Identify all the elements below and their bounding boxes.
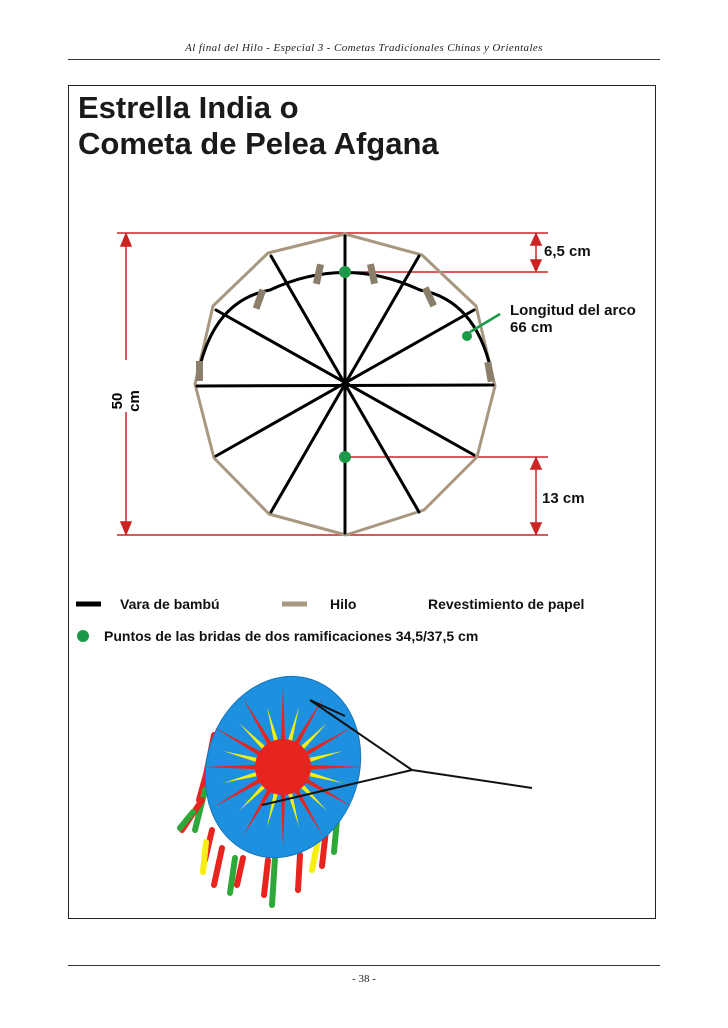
- tassel: [237, 858, 243, 885]
- footer-rule: [68, 965, 660, 966]
- flying-line: [412, 770, 532, 788]
- legend-bridle-label: Puntos de las bridas de dos ramificaciones 34,5/37,5 cm: [104, 628, 479, 644]
- legend-bridle-dot: [77, 630, 89, 642]
- running-header: Al final del Hilo - Especial 3 - Cometas Tradicionales Chinas y Orientales: [185, 42, 543, 54]
- page-number: - 38 -: [352, 973, 376, 985]
- arrowhead: [531, 523, 541, 534]
- arrowhead: [531, 234, 541, 245]
- top-offset-label: 6,5 cm: [544, 243, 591, 260]
- height-label: 50 cm: [109, 390, 143, 412]
- bridle-point-upper: [339, 266, 351, 278]
- title-line-1: Estrella India o: [78, 90, 299, 125]
- arc-leader-line: [470, 314, 500, 332]
- star-center: [255, 739, 311, 795]
- tassel: [230, 858, 235, 893]
- bridle-point-lower: [339, 451, 351, 463]
- arrowhead: [121, 234, 131, 246]
- bridle-points: [339, 266, 472, 463]
- arc-tab: [422, 286, 437, 307]
- tassel: [264, 860, 268, 895]
- arc-length-label-line2: 66 cm: [510, 319, 553, 336]
- kite-illustration: [180, 656, 532, 905]
- tassel: [272, 858, 275, 905]
- arrowhead: [121, 522, 131, 534]
- legend-thread-label: Hilo: [330, 596, 357, 612]
- arc-length-label-line1: Longitud del arco: [510, 302, 636, 319]
- arrowhead: [531, 260, 541, 271]
- arc-tab: [196, 361, 203, 381]
- bottom-offset-label: 13 cm: [542, 490, 585, 507]
- legend-paper-label: Revestimiento de papel: [428, 596, 585, 612]
- arc-tab: [253, 289, 266, 310]
- title-line-2: Cometa de Pelea Afgana: [78, 126, 439, 161]
- tassel: [203, 842, 206, 872]
- tassel: [214, 848, 222, 885]
- tassel: [298, 855, 300, 890]
- legend-bamboo-label: Vara de bambú: [120, 596, 220, 612]
- arrowhead: [531, 458, 541, 469]
